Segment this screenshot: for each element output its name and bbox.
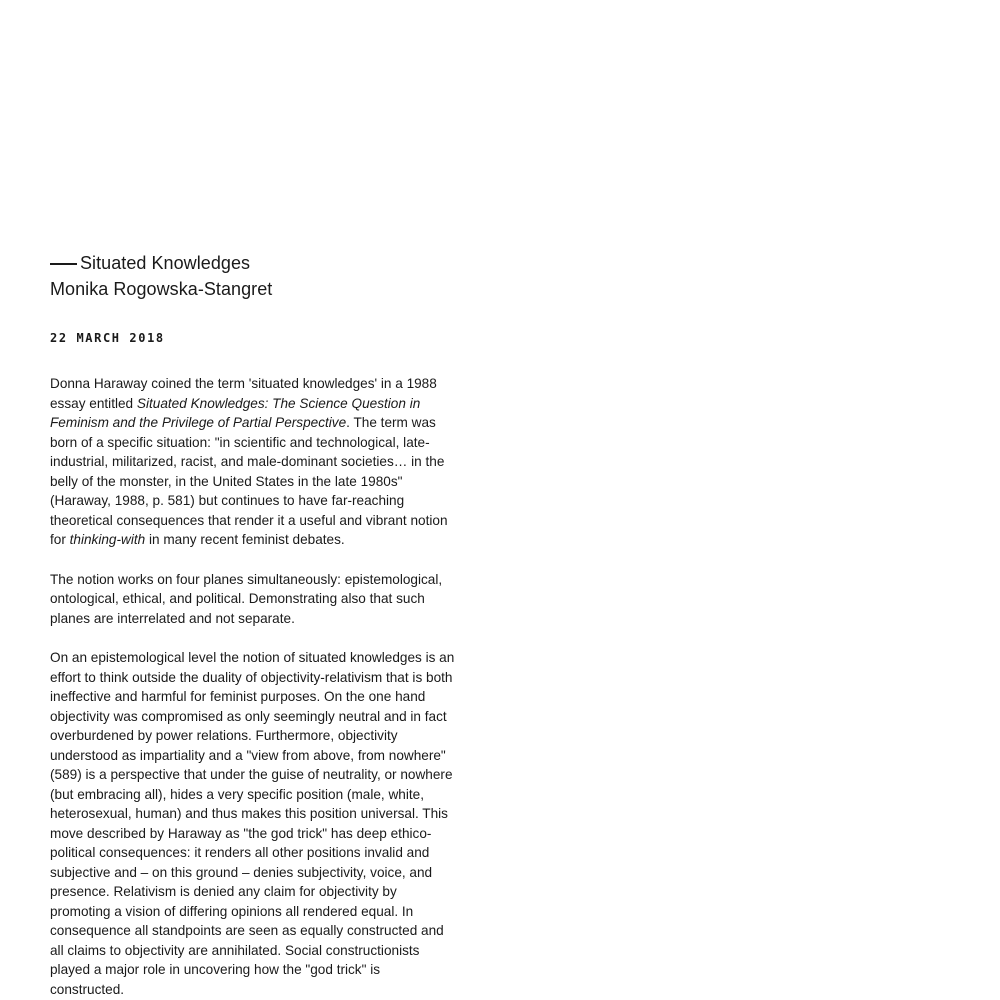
paragraph-1-emphasis: thinking-with — [69, 532, 146, 547]
article-body — [50, 374, 455, 999]
paragraph-1-text-a: Donna Haraway coined the term 'situated knowledges' in a 1988 essay entitled — [50, 376, 437, 411]
paragraph-3: On an epistemological level the notion of situated knowledges is an effort to think outside the duality of objectivity-relativism that is both ineffective and harmful for feminist purposes. On the one hand objectivity was compromised as only seemingly neutral and in fact overburdened by power relations. Furthermore, objectivity understood as impartiality and a "view from above, from nowhere" (589) is a perspective that under the guise of neutrality, or nowhere (but embracing all), hides a very specific position (male, white, heterosexual, human) and thus makes this position universal. This move described by Haraway as "the god trick" has deep ethico-political consequences: it renders all other positions invalid and subjective and – on this ground – denies subjectivity, voice, and presence. Relativism is denied any claim for objectivity by promoting a vision of differing opinions all rendered equal. In consequence all standpoints are seen as equally constructed and all claims to objectivity are annihilated. Social constructionists played a major role in uncovering how the "god trick" is constructed. — [50, 650, 455, 997]
title-line — [50, 250, 455, 276]
paragraph-1 — [50, 374, 455, 550]
paragraph-2: The notion works on four planes simultaneously: epistemological, ontological, ethical, and political. Demonstrating also that such planes are interrelated and not separate. — [50, 571, 443, 626]
article — [50, 250, 455, 1000]
article-date: 22 MARCH 2018 — [50, 331, 165, 345]
article-author: Monika Rogowska-Stangret — [50, 279, 273, 299]
article-header — [50, 250, 455, 346]
title-dash-decoration — [50, 263, 77, 265]
paragraph-1-book-title: Situated Knowledges: The Science Question in Feminism and the Privilege of Partial Perspective — [50, 395, 421, 430]
paragraph-1-text-b: . The term was born of a specific situation: "in scientific and technological, late-industrial, militarized, racist, and male-dominant societies… in the belly of the monster, in the United States in the late 1980s" (Haraway, 1988, p. 581) but continues to have far-reaching theoretical consequences that render it a useful and vibrant notion for — [50, 415, 448, 547]
article-title: Situated Knowledges — [80, 253, 251, 273]
paragraph-1-text-c: in many recent feminist debates. — [145, 532, 345, 547]
